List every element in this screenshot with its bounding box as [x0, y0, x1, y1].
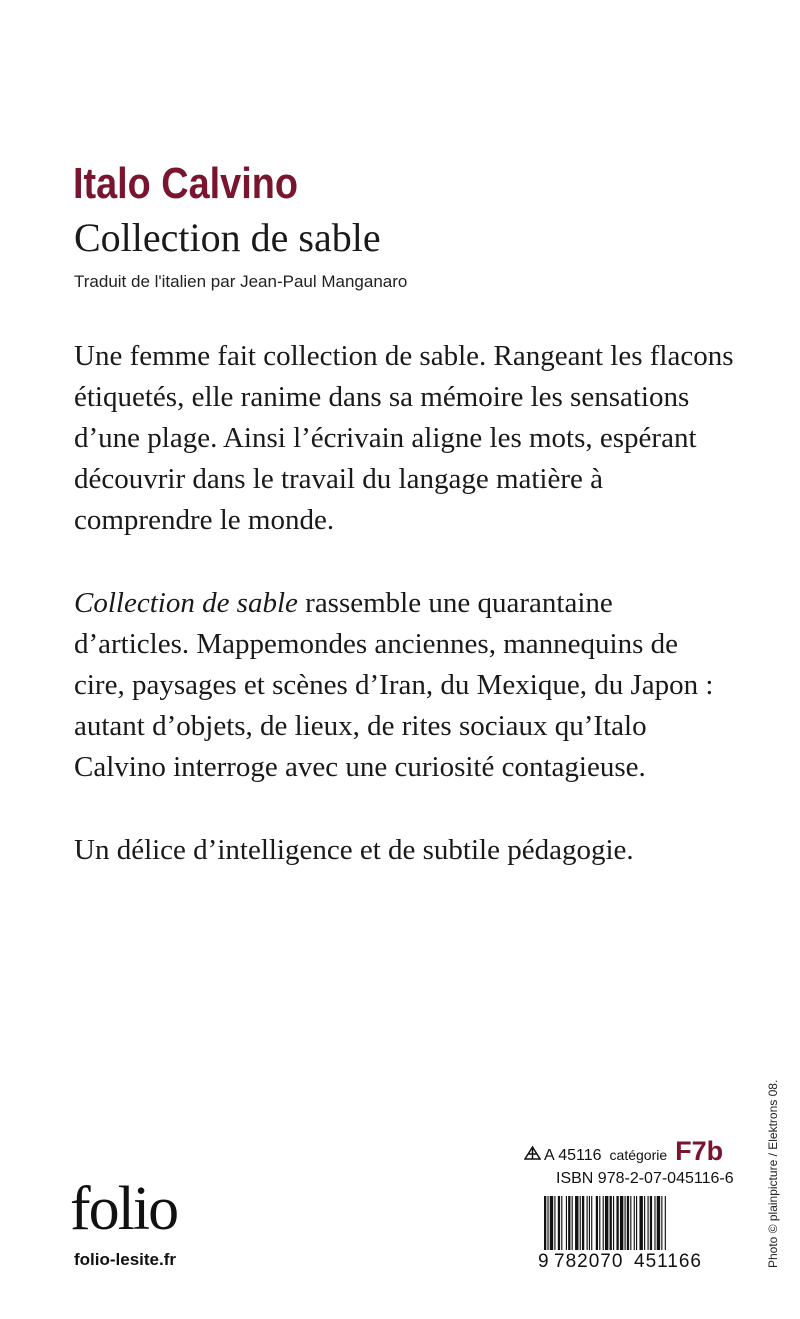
blurb-paragraph-1: Une femme fait collection de sable. Rangeant les flacons étiquetés, elle ranime dans sa mémoire les sensations d’une plage. Ainsi l’écrivain aligne les mots, espérant découvrir dans le travail du langage matière à comprendre le monde. — [74, 340, 734, 536]
blurb-paragraph-2 — [74, 583, 734, 788]
back-cover-blurb — [74, 336, 734, 871]
blurb-paragraph-2-text: rassemble une quarantaine d’articles. Mappemondes anciennes, mannequins de cire, paysages et scènes d’Iran, du Mexique, du Japon : autant d’objets, de lieux, de rites sociaux qu’Italo Calvino interroge avec une curiosité contagieuse. — [74, 587, 714, 783]
book-title: Collection de sable — [74, 215, 381, 260]
barcode-right-group: 451166 — [634, 1251, 702, 1272]
barcode-first-digit: 9 — [538, 1251, 549, 1272]
barcode-left-group: 782070 — [554, 1251, 624, 1272]
author-name: Italo Calvino — [73, 159, 298, 208]
folio-logo: folio — [70, 1175, 178, 1243]
category-value: F7b — [675, 1136, 724, 1166]
publisher-emblem-icon — [524, 1145, 541, 1165]
barcode-number — [538, 1250, 723, 1274]
blurb-title-italic: Collection de sable — [74, 587, 298, 619]
isbn: ISBN 978-2-07-045116-6 — [556, 1170, 734, 1187]
translator-credit: Traduit de l'italien par Jean-Paul Manganaro — [74, 272, 408, 291]
catalog-code: A 45116 — [544, 1147, 602, 1164]
category-label: catégorie — [609, 1147, 668, 1163]
blurb-paragraph-3: Un délice d’intelligence et de subtile pédagogie. — [74, 834, 634, 866]
photo-credit: Photo © plainpicture / Elektrons 08. — [766, 1079, 780, 1268]
publisher-website[interactable]: folio-lesite.fr — [74, 1250, 177, 1269]
catalog-reference — [524, 1136, 734, 1166]
